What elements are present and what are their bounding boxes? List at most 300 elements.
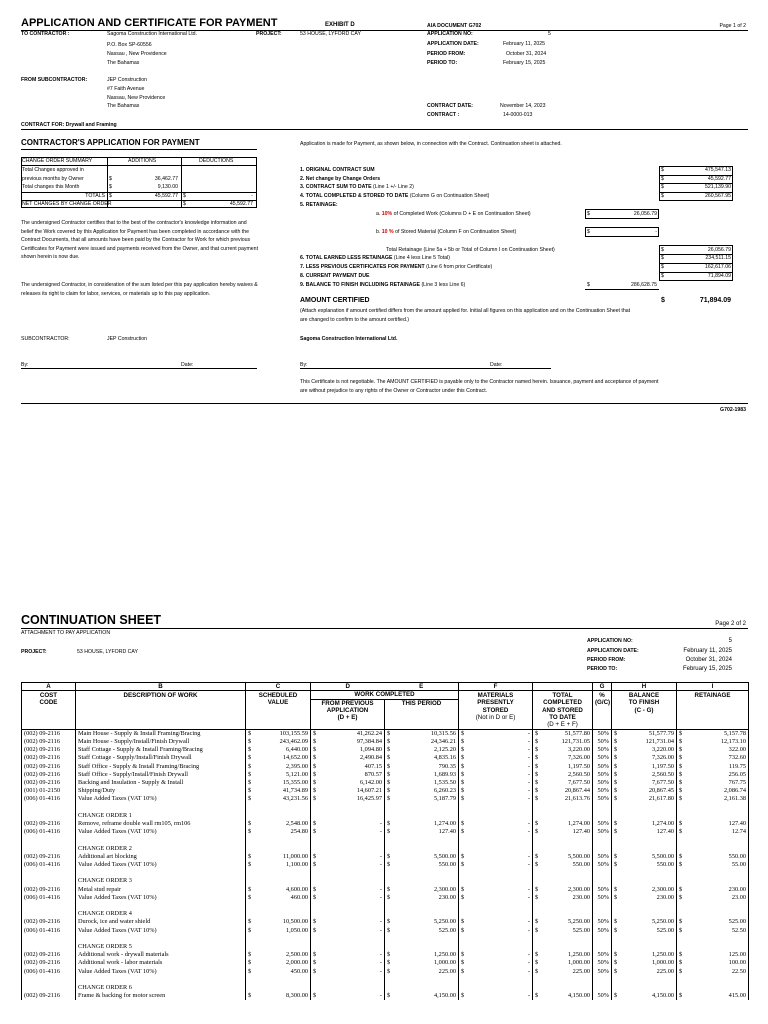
dollar-sign: $ — [587, 282, 590, 288]
materials-stored-cell-value: - — [527, 762, 530, 770]
this-period-cell-value: 1,689.93 — [433, 770, 456, 778]
change-order-label: CHANGE ORDER 5 — [76, 943, 246, 951]
retainage-cell — [677, 771, 749, 779]
retainage-cell-value: 22.50 — [731, 967, 746, 975]
previous-application-cell-value: - — [379, 828, 382, 836]
dollar-sign: $ — [535, 926, 539, 934]
dollar-sign: $ — [313, 779, 317, 786]
header-row — [22, 699, 749, 707]
dollar-sign: $ — [248, 787, 252, 795]
balance-cell — [612, 729, 677, 738]
spacer-row — [22, 869, 749, 877]
dollar-sign: $ — [535, 737, 539, 745]
scheduled-value-cell-value: 450.00 — [290, 967, 308, 975]
previous-application-cell — [311, 729, 385, 738]
total-completed-cell — [533, 820, 593, 828]
change-order-group-row — [22, 812, 749, 820]
this-period-cell — [385, 738, 459, 746]
materials-stored-cell-value: - — [527, 737, 530, 745]
dollar-sign: $ — [461, 918, 465, 926]
line-1-label: 1. ORIGINAL CONTRACT SUM — [300, 167, 375, 173]
total-completed-cell — [533, 853, 593, 861]
dollar-sign: $ — [248, 779, 252, 786]
retainage-cell — [677, 918, 749, 926]
header-description: DESCRIPTION OF WORK — [76, 691, 246, 699]
this-period-cell-value: 5,187.79 — [433, 795, 456, 803]
total-completed-cell — [533, 861, 593, 869]
previous-application-cell — [311, 820, 385, 828]
total-completed-cell — [533, 992, 593, 1000]
previous-application-cell — [311, 951, 385, 959]
table-row — [22, 828, 749, 836]
materials-stored-cell-value: - — [527, 951, 530, 959]
retainage-cell — [677, 779, 749, 787]
balance-cell-value: 21,617.80 — [648, 795, 674, 803]
materials-stored-cell — [459, 943, 533, 951]
header-this-period: THIS PERIOD — [385, 699, 459, 707]
line-5a-text: of Completed Work (Columns D + E on Continuation Sheet) — [393, 211, 531, 217]
percent-cell: 50% — [593, 951, 612, 959]
dollar-sign: $ — [614, 729, 618, 737]
materials-stored-cell — [459, 959, 533, 967]
dollar-sign: $ — [679, 926, 683, 934]
materials-stored-cell — [459, 779, 533, 787]
spacer-row — [22, 976, 749, 984]
footer-rule — [21, 403, 748, 404]
total-completed-cell-value: 121,731.05 — [561, 737, 590, 745]
previous-application-cell-value: - — [379, 820, 382, 827]
dollar-sign: $ — [313, 918, 317, 926]
retainage-cell — [677, 992, 749, 1000]
scheduled-value-cell — [246, 992, 311, 1000]
materials-stored-cell — [459, 869, 533, 877]
this-period-cell — [385, 779, 459, 787]
retainage-cell — [677, 943, 749, 951]
retainage-cell — [677, 959, 749, 967]
contract-date-label: CONTRACT DATE: — [427, 103, 474, 109]
dollar-sign: $ — [313, 951, 317, 959]
cost-code-cell: (006) 01-4116 — [22, 828, 76, 836]
previous-application-cell — [311, 853, 385, 861]
line-5a-label — [376, 211, 531, 217]
balance-cell-value: 51,577.79 — [648, 729, 674, 737]
dollar-sign: $ — [109, 184, 112, 190]
dollar-sign: $ — [248, 893, 252, 901]
cost-code-cell — [22, 845, 76, 853]
total-completed-cell — [533, 845, 593, 853]
total-completed-cell-value: 2,560.50 — [567, 770, 590, 778]
this-period-cell-value: 24,346.21 — [430, 737, 456, 745]
dollar-sign: $ — [535, 746, 539, 754]
header-total: AND STORED — [533, 707, 593, 714]
line-5b-label — [376, 229, 516, 235]
dollar-sign: $ — [661, 193, 664, 199]
retainage-cell — [677, 869, 749, 877]
previous-application-cell-value: 1,094.80 — [359, 746, 382, 754]
dollar-sign: $ — [387, 885, 391, 893]
dollar-sign: $ — [461, 762, 465, 770]
line-6-note: (Line 4 less Line 5 Total) — [393, 255, 451, 261]
dollar-sign: $ — [183, 193, 186, 199]
balance-cell-value: 5,500.00 — [651, 852, 674, 860]
total-completed-cell — [533, 910, 593, 918]
date-label: Date: — [181, 362, 194, 368]
dollar-sign: $ — [248, 926, 252, 934]
description-cell: Value Added Taxes (VAT 10%) — [76, 795, 246, 803]
dollar-sign: $ — [614, 828, 618, 836]
header-row — [22, 721, 749, 729]
materials-stored-cell-value: - — [527, 787, 530, 795]
co-header-summary: CHANGE ORDER SUMMARY — [22, 158, 93, 164]
previous-application-cell — [311, 779, 385, 787]
this-period-cell — [385, 787, 459, 795]
dollar-sign: $ — [387, 926, 391, 934]
total-completed-cell — [533, 812, 593, 820]
balance-cell-value: 550.00 — [656, 861, 674, 868]
cost-code-cell: (006) 01-4116 — [22, 968, 76, 976]
dollar-sign: $ — [614, 795, 618, 803]
col-letter: B — [76, 683, 246, 691]
percent-cell: 50% — [593, 959, 612, 967]
materials-stored-cell — [459, 927, 533, 935]
scheduled-value-cell-value: 11,000.00 — [283, 852, 308, 860]
balance-cell — [612, 927, 677, 935]
dollar-sign: $ — [535, 967, 539, 975]
scheduled-value-cell-value: 8,300.00 — [285, 992, 308, 1000]
cost-code-cell: (002) 09-2116 — [22, 738, 76, 746]
materials-stored-cell-value: - — [527, 885, 530, 893]
scheduled-value-cell-value: 15,355.00 — [282, 779, 308, 786]
dollar-sign: $ — [387, 893, 391, 901]
dollar-sign: $ — [614, 951, 618, 959]
this-period-cell — [385, 943, 459, 951]
line-6-text: 6. TOTAL EARNED LESS RETAINAGE — [300, 255, 393, 261]
this-period-cell-value: 790.35 — [438, 762, 456, 770]
materials-stored-cell — [459, 771, 533, 779]
description-cell: Value Added Taxes (VAT 10%) — [76, 894, 246, 902]
materials-stored-cell-value: - — [527, 770, 530, 778]
signature-line — [21, 368, 257, 369]
retainage-cell-value: 100.00 — [728, 959, 746, 967]
dollar-sign: $ — [679, 770, 683, 778]
cost-code-cell: (002) 09-2116 — [22, 754, 76, 762]
line-9-note: (Line 3 less Line 6) — [421, 282, 466, 288]
total-completed-cell-value: 20,867.44 — [564, 787, 590, 795]
scheduled-value-cell-value: 4,600.00 — [285, 885, 308, 893]
balance-cell — [612, 738, 677, 746]
scheduled-value-cell — [246, 836, 311, 844]
dollar-sign: $ — [587, 211, 590, 217]
dollar-sign: $ — [313, 795, 317, 803]
project-value: 53 HOUSE, LYFORD CAY — [77, 649, 138, 655]
retainage-cell — [677, 927, 749, 935]
cost-code-cell — [22, 910, 76, 918]
retainage-cell-value: 732.60 — [728, 754, 746, 762]
this-period-cell — [385, 804, 459, 812]
previous-application-cell — [311, 927, 385, 935]
table-row — [22, 968, 749, 976]
balance-cell-value: 525.00 — [656, 926, 674, 934]
materials-stored-cell — [459, 935, 533, 943]
percent-cell: 50% — [593, 820, 612, 828]
table-row — [22, 853, 749, 861]
header-materials: MATERIALS — [459, 691, 533, 699]
cost-code-cell: (002) 09-2116 — [22, 886, 76, 894]
dollar-sign: $ — [313, 762, 317, 770]
retainage-cell-value: 5,157.78 — [723, 729, 746, 737]
dollar-sign: $ — [679, 820, 683, 827]
total-completed-cell — [533, 804, 593, 812]
total-completed-cell-value: 51,577.80 — [564, 729, 590, 737]
percent-cell: 50% — [593, 918, 612, 926]
col-letter: G — [593, 683, 612, 691]
period-to: February 15, 2025 — [503, 60, 546, 66]
description-cell: Additional work - labor materials — [76, 959, 246, 967]
co-prev-additions: 36,462.77 — [154, 176, 178, 182]
this-period-cell-value: 10,315.56 — [430, 729, 456, 737]
dollar-sign: $ — [461, 770, 465, 778]
dollar-sign: $ — [614, 967, 618, 975]
dollar-sign: $ — [679, 737, 683, 745]
description-cell: Main House - Supply & Install Framing/Bracing — [76, 729, 246, 738]
dollar-sign: $ — [387, 746, 391, 754]
previous-application-cell-value: 97,384.84 — [356, 737, 382, 745]
dollar-sign: $ — [461, 795, 465, 803]
line-9-value: 286,628.75 — [631, 282, 657, 288]
dollar-sign: $ — [661, 264, 664, 270]
scheduled-value-cell-value: 460.00 — [290, 893, 308, 901]
scheduled-value-cell — [246, 877, 311, 885]
scheduled-value-cell — [246, 918, 311, 926]
dollar-sign: $ — [248, 992, 252, 1000]
total-completed-cell — [533, 984, 593, 992]
aia-document-label: AIA DOCUMENT G702 — [427, 23, 482, 29]
materials-stored-cell — [459, 853, 533, 861]
description-cell: Staff Cottage - Supply/Install/Finish Drywall — [76, 754, 246, 762]
dollar-sign: $ — [535, 787, 539, 795]
this-period-cell-value: 230.00 — [438, 893, 456, 901]
this-period-cell — [385, 959, 459, 967]
date-label: Date: — [490, 362, 503, 368]
this-period-cell — [385, 902, 459, 910]
cost-code-cell: (002) 09-2116 — [22, 959, 76, 967]
total-completed-cell — [533, 968, 593, 976]
dollar-sign: $ — [461, 852, 465, 860]
this-period-cell-value: 4,150.00 — [433, 992, 456, 1000]
balance-cell — [612, 754, 677, 762]
materials-stored-cell — [459, 902, 533, 910]
this-period-cell-value: 1,000.00 — [433, 959, 456, 967]
previous-application-cell-value: - — [379, 918, 382, 926]
cost-code-cell: (002) 09-2116 — [22, 951, 76, 959]
scheduled-value-cell-value: 5,121.00 — [285, 770, 308, 778]
dollar-sign: $ — [614, 926, 618, 934]
dollar-sign: $ — [313, 787, 317, 795]
line-9-text: 9. BALANCE TO FINISH INCLUDING RETAINAGE — [300, 282, 420, 288]
dollar-sign: $ — [387, 770, 391, 778]
header-empty — [76, 699, 246, 707]
dollar-sign: $ — [313, 926, 317, 934]
application-no-label: APPLICATION NO: — [427, 31, 473, 37]
dollar-sign: $ — [661, 247, 664, 253]
materials-stored-cell — [459, 763, 533, 771]
materials-stored-cell-value: - — [527, 861, 530, 868]
table-row — [22, 927, 749, 935]
previous-application-cell — [311, 984, 385, 992]
materials-stored-cell — [459, 976, 533, 984]
balance-cell — [612, 779, 677, 787]
balance-cell — [612, 763, 677, 771]
line-5-label: 5. RETAINAGE: — [300, 202, 338, 208]
line-6-value: 234,511.15 — [705, 255, 731, 261]
dollar-sign: $ — [461, 787, 465, 795]
scheduled-value-cell — [246, 902, 311, 910]
scheduled-value-cell-value: 43,231.56 — [282, 795, 308, 803]
this-period-cell-value: 127.40 — [438, 828, 456, 836]
change-order-group-row — [22, 845, 749, 853]
period-from: October 31, 2024 — [685, 657, 732, 663]
balance-cell — [612, 795, 677, 803]
this-period-cell — [385, 771, 459, 779]
dollar-sign: $ — [248, 729, 252, 737]
previous-application-cell-value: 6,142.00 — [359, 779, 382, 786]
contract-label: CONTRACT : — [427, 112, 460, 118]
table-row — [22, 795, 749, 803]
previous-application-cell-value: - — [379, 967, 382, 975]
line-4-value: 260,567.95 — [705, 193, 731, 199]
previous-application-cell-value: 14,607.21 — [356, 787, 382, 795]
spacer-row — [22, 935, 749, 943]
scheduled-value-cell-value: 6,440.00 — [285, 746, 308, 754]
dollar-sign: $ — [248, 852, 252, 860]
balance-cell-value: 230.00 — [656, 893, 674, 901]
previous-application-cell — [311, 861, 385, 869]
balance-cell-value: 225.00 — [656, 967, 674, 975]
materials-stored-cell — [459, 845, 533, 853]
scheduled-value-cell — [246, 763, 311, 771]
total-completed-cell-value: 5,250.00 — [567, 918, 590, 926]
total-completed-cell-value: 1,250.00 — [567, 951, 590, 959]
section-title: CONTRACTOR'S APPLICATION FOR PAYMENT — [21, 138, 200, 147]
dollar-sign: $ — [461, 885, 465, 893]
not-negotiable-note: This Certificate is not negotiable. The AMOUNT CERTIFIED is payable only to the Contractor named herein. Issuance, payment and acceptance of payment are without prejudice to any rights of the Owner or Contractor under this Contract. — [300, 379, 659, 394]
materials-stored-cell — [459, 877, 533, 885]
retainage-cell-value: 230.00 — [728, 885, 746, 893]
header-total: TO DATE — [533, 714, 593, 721]
dollar-sign: $ — [661, 255, 664, 261]
scheduled-value-cell-value: 2,000.00 — [285, 959, 308, 967]
percent-cell — [593, 910, 612, 918]
dollar-sign: $ — [248, 959, 252, 967]
dollar-sign: $ — [387, 959, 391, 967]
scheduled-value-cell-value: 1,050.00 — [285, 926, 308, 934]
description-cell — [76, 902, 246, 910]
co-header-deductions: DEDUCTIONS — [199, 158, 234, 164]
dollar-sign: $ — [109, 176, 112, 182]
cost-code-cell — [22, 935, 76, 943]
scheduled-value-cell — [246, 869, 311, 877]
scheduled-value-cell-value: 14,652.00 — [282, 754, 308, 762]
this-period-cell — [385, 853, 459, 861]
dollar-sign: $ — [248, 861, 252, 868]
waiver-paragraph: The undersigned Contractor, in consideration of the sum listed per this pay application hereby waives & releases its right to claim for labor, services, or materials up to this pay application. — [21, 282, 258, 297]
total-completed-cell — [533, 877, 593, 885]
total-completed-cell — [533, 902, 593, 910]
subcontractor-name: JEP Construction — [107, 336, 147, 342]
total-completed-cell-value: 550.00 — [572, 861, 590, 868]
description-cell: Value Added Taxes (VAT 10%) — [76, 927, 246, 935]
table-row — [22, 820, 749, 828]
dollar-sign: $ — [587, 229, 590, 235]
description-cell: Backing and Insulation - Supply & Install — [76, 779, 246, 787]
table-row — [22, 729, 749, 738]
cost-code-cell — [22, 812, 76, 820]
balance-cell-value: 3,220.00 — [651, 746, 674, 754]
dollar-sign: $ — [535, 861, 539, 868]
total-completed-cell-value: 7,326.00 — [567, 754, 590, 762]
percent-cell — [593, 812, 612, 820]
page-number: Page 2 of 2 — [715, 621, 746, 627]
retainage-cell — [677, 754, 749, 762]
cost-code-cell: (002) 09-2116 — [22, 729, 76, 738]
scheduled-value-cell — [246, 787, 311, 795]
change-order-label: CHANGE ORDER 2 — [76, 845, 246, 853]
percent-cell: 50% — [593, 886, 612, 894]
percent-cell: 50% — [593, 795, 612, 803]
retainage-cell — [677, 820, 749, 828]
materials-stored-cell — [459, 951, 533, 959]
cost-code-cell — [22, 943, 76, 951]
materials-stored-cell — [459, 820, 533, 828]
dollar-sign: $ — [679, 762, 683, 770]
retainage-cell-value: 322.00 — [728, 746, 746, 754]
dollar-sign: $ — [461, 729, 465, 737]
total-completed-cell — [533, 894, 593, 902]
dollar-sign: $ — [614, 746, 618, 754]
cost-code-cell: (002) 09-2116 — [22, 918, 76, 926]
dollar-sign: $ — [461, 992, 465, 1000]
from-sub-line: Nassau, New Providence — [107, 95, 166, 101]
previous-application-cell — [311, 795, 385, 803]
scheduled-value-cell — [246, 779, 311, 787]
description-cell: Metal stud repair — [76, 886, 246, 894]
balance-cell-value: 2,300.00 — [651, 885, 674, 893]
dollar-sign: $ — [679, 951, 683, 959]
percent-cell: 50% — [593, 927, 612, 935]
dollar-sign: $ — [313, 737, 317, 745]
previous-application-cell — [311, 886, 385, 894]
continuation-title: CONTINUATION SHEET — [21, 613, 162, 627]
table-row — [22, 779, 749, 787]
header-from-previous: (D + E) — [311, 714, 385, 721]
header-materials: PRESENTLY — [459, 699, 533, 707]
co-row-label: Total Changes approved in — [22, 167, 84, 173]
percent-cell: 50% — [593, 754, 612, 762]
line-4-label — [300, 193, 489, 199]
materials-stored-cell — [459, 828, 533, 836]
materials-stored-cell-value: - — [527, 828, 530, 836]
col-letter: I — [677, 683, 749, 691]
scheduled-value-cell — [246, 771, 311, 779]
percent-cell: 50% — [593, 746, 612, 754]
materials-stored-cell — [459, 812, 533, 820]
change-order-label: CHANGE ORDER 4 — [76, 910, 246, 918]
application-date: February 11, 2025 — [683, 648, 732, 654]
from-sub-line: The Bahamas — [107, 103, 140, 109]
balance-cell — [612, 918, 677, 926]
percent-cell — [593, 976, 612, 984]
col-letter: C — [246, 683, 311, 691]
